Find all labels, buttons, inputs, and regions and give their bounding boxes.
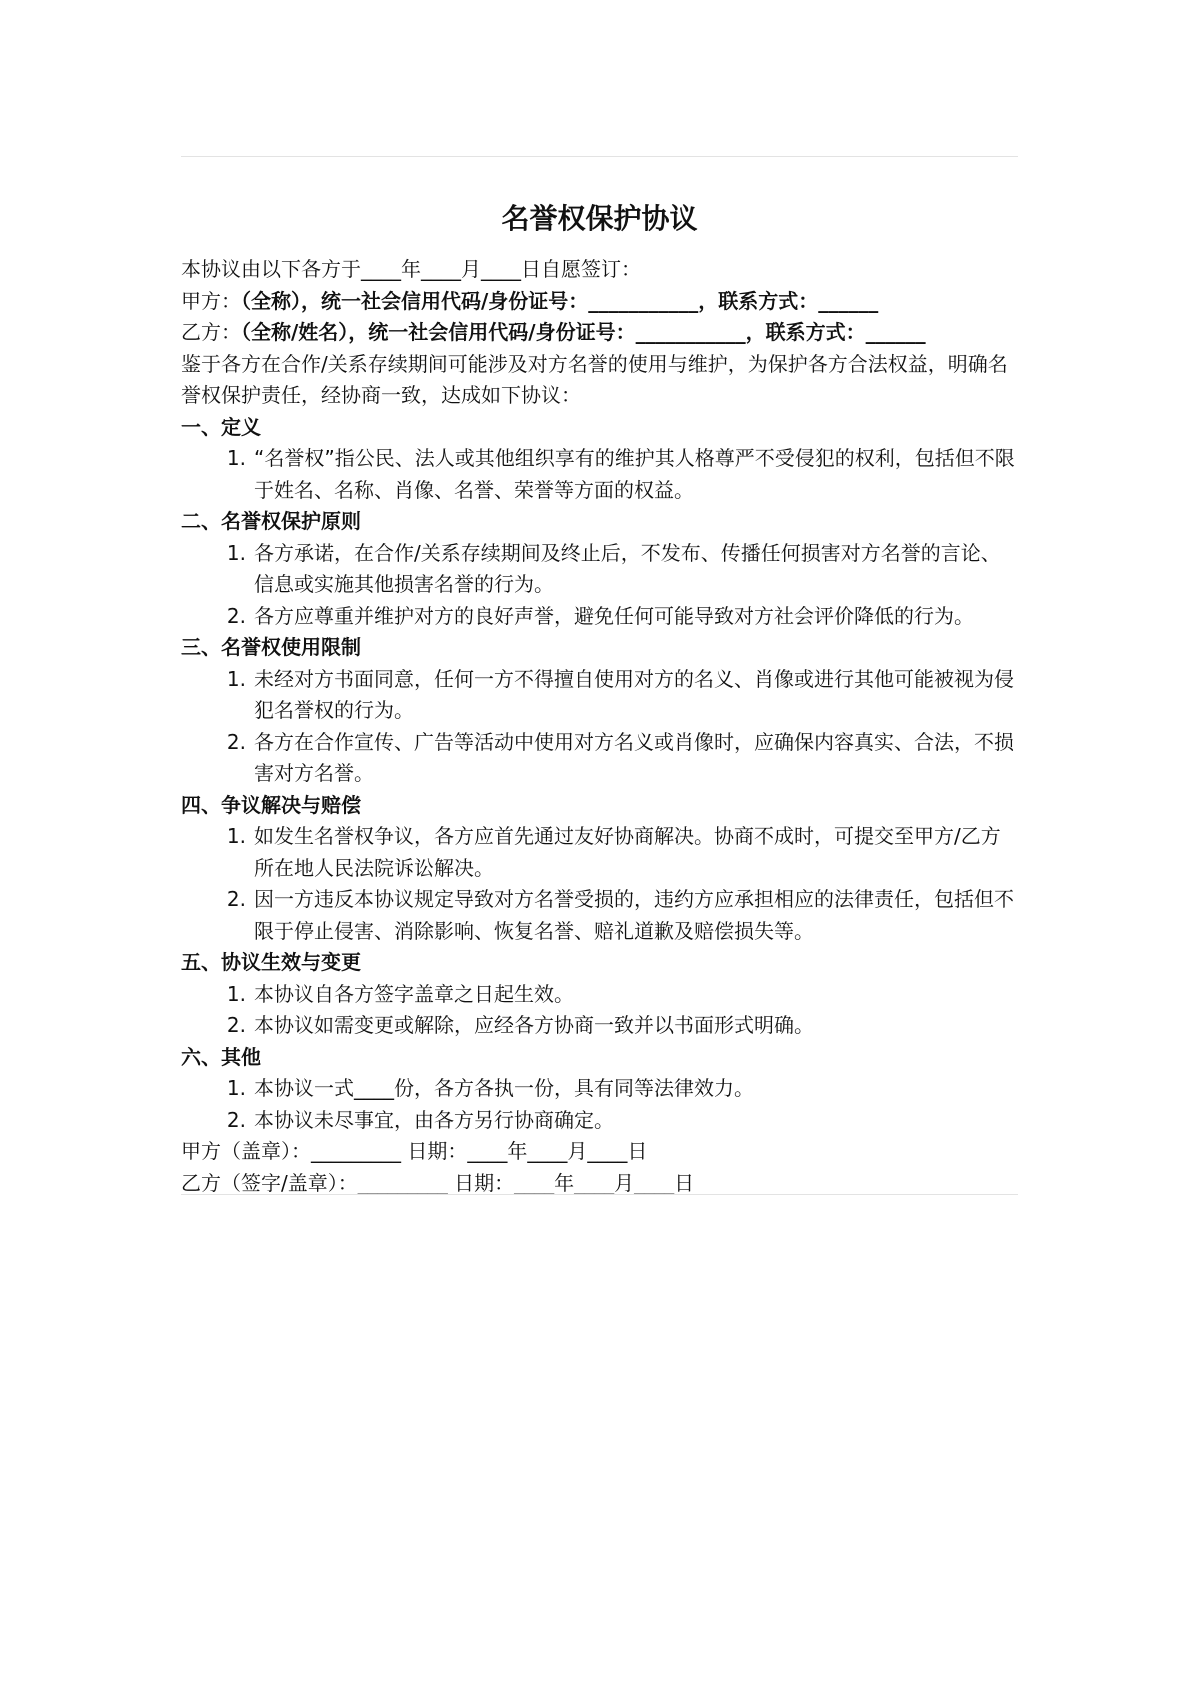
- list-item: [181, 727, 1018, 790]
- list-item: [181, 1105, 1018, 1137]
- section-heading-principles: 二、名誉权保护原则: [181, 509, 361, 533]
- item-number: 2.: [226, 729, 246, 754]
- party-b-line: [181, 317, 1018, 349]
- item-text: 本协议一式____份，各方各执一份，具有同等法律效力。: [254, 1076, 754, 1100]
- item-text: 未经对方书面同意，任何一方不得擅自使用对方的名义、肖像或进行其他可能被视为侵犯名誉权的行为。: [254, 666, 1014, 722]
- section-heading-other: 六、其他: [181, 1044, 261, 1069]
- party-b-label: 乙方：: [181, 320, 241, 344]
- document-body: [181, 197, 1018, 1199]
- signature-line-party-a: 甲方（盖章）：_________ 日期：____年____月____日: [181, 1139, 648, 1163]
- list-item: [181, 1010, 1018, 1042]
- item-number: 1.: [226, 540, 246, 565]
- party-a-details: （全称），统一社会信用代码/身份证号：___________，联系方式：______: [241, 288, 879, 313]
- list-item: [181, 884, 1018, 947]
- item-number: 1.: [226, 1076, 246, 1100]
- item-number: 1.: [226, 446, 246, 470]
- item-text: 本协议自各方签字盖章之日起生效。: [254, 981, 574, 1006]
- item-text: “名誉权”指公民、法人或其他组织享有的维护其人格尊严不受侵犯的权利，包括但不限于姓名、名称、肖像、名誉、荣誉等方面的权益。: [254, 446, 1015, 502]
- list-item: [181, 538, 1018, 601]
- item-text: 如发生名誉权争议，各方应首先通过友好协商解决。协商不成时，可提交至甲方/乙方所在地人民法院诉讼解决。: [254, 824, 1001, 880]
- signature-line-party-b: 乙方（签字/盖章）：_________ 日期：____年____月____日: [181, 1170, 695, 1195]
- party-b-details: （全称/姓名），统一社会信用代码/身份证号：___________，联系方式：______: [241, 320, 926, 344]
- list-item: [181, 1073, 1018, 1105]
- section-heading-disputes: 四、争议解决与赔偿: [181, 792, 361, 817]
- section-heading-effectiveness: 五、协议生效与变更: [181, 950, 361, 974]
- section-heading-definition: 一、定义: [181, 414, 261, 439]
- item-text: 各方应尊重并维护对方的良好声誉，避免任何可能导致对方社会评价降低的行为。: [254, 603, 974, 628]
- party-a-line: [181, 286, 1018, 318]
- item-text: 本协议未尽事宜，由各方另行协商确定。: [254, 1107, 614, 1132]
- intro-line: 本协议由以下各方于____年____月____日自愿签订：: [181, 257, 641, 281]
- list-item: [181, 979, 1018, 1011]
- item-number: 2.: [226, 1013, 246, 1037]
- preamble: 鉴于各方在合作/关系存续期间可能涉及对方名誉的使用与维护，为保护各方合法权益，明确名誉权保护责任，经协商一致，达成如下协议：: [181, 351, 1008, 407]
- bottom-divider: [181, 1194, 1018, 1195]
- item-number: 2.: [226, 1107, 246, 1132]
- list-item: [181, 601, 1018, 633]
- item-number: 1.: [226, 666, 246, 691]
- item-number: 2.: [226, 603, 246, 628]
- item-text: 各方承诺，在合作/关系存续期间及终止后，不发布、传播任何损害对方名誉的言论、信息或实施其他损害名誉的行为。: [254, 540, 1001, 596]
- item-text: 各方在合作宣传、广告等活动中使用对方名义或肖像时，应确保内容真实、合法，不损害对方名誉。: [254, 729, 1014, 785]
- item-number: 1.: [226, 981, 246, 1006]
- section-heading-usage-restrictions: 三、名誉权使用限制: [181, 635, 361, 659]
- document-title: 名誉权保护协议: [501, 202, 698, 235]
- top-divider: [181, 156, 1018, 157]
- item-number: 1.: [226, 824, 246, 848]
- party-a-label: 甲方：: [181, 288, 241, 313]
- list-item: [181, 664, 1018, 727]
- item-number: 2.: [226, 887, 246, 911]
- list-item: [181, 821, 1018, 884]
- list-item: [181, 443, 1018, 506]
- item-text: 本协议如需变更或解除，应经各方协商一致并以书面形式明确。: [254, 1013, 814, 1037]
- item-text: 因一方违反本协议规定导致对方名誉受损的，违约方应承担相应的法律责任，包括但不限于停止侵害、消除影响、恢复名誉、赔礼道歉及赔偿损失等。: [254, 887, 1014, 943]
